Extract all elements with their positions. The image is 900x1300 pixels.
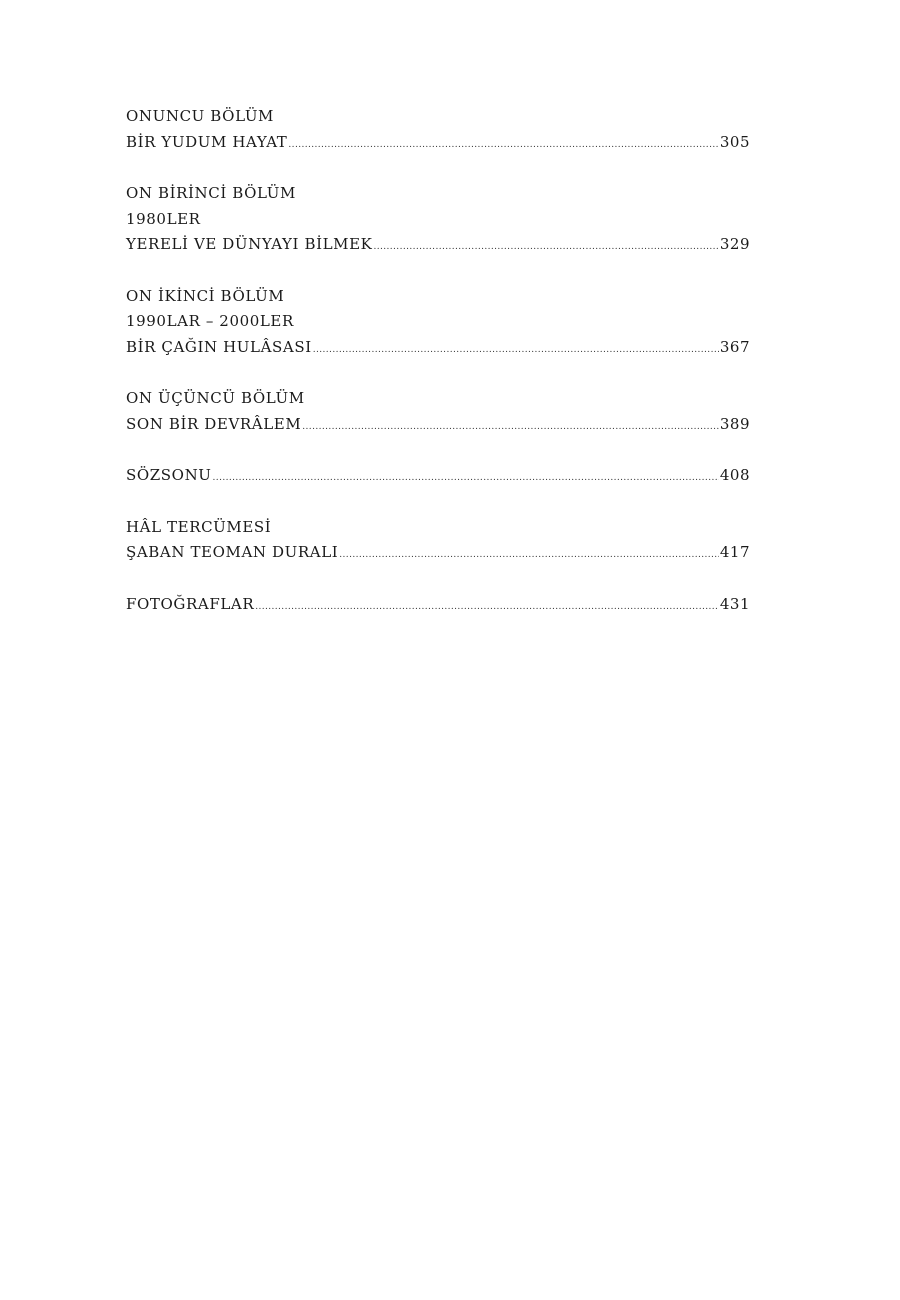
toc-entry[interactable] (126, 463, 750, 489)
toc-entry[interactable] (126, 540, 750, 566)
dot-leader (255, 595, 719, 621)
chapter-heading: ON BİRİNCİ BÖLÜM (126, 184, 296, 202)
toc-entry[interactable] (126, 130, 750, 156)
page-number: 431 (719, 594, 750, 613)
toc-section-chapter-13 (126, 386, 750, 437)
page-number: 408 (719, 466, 750, 484)
page-number: 329 (719, 235, 750, 253)
dot-leader (339, 543, 719, 569)
dot-leader (313, 338, 719, 364)
chapter-subtitle: 1990LAR – 2000LER (126, 312, 294, 330)
toc-section-chapter-11 (126, 181, 750, 258)
toc-entry[interactable] (126, 592, 750, 618)
dot-leader (302, 415, 719, 441)
toc-entry[interactable] (126, 232, 750, 258)
entry-title: SÖZSONU (126, 466, 212, 484)
chapter-heading: ON İKİNCİ BÖLÜM (126, 286, 285, 305)
chapter-heading: ON ÜÇÜNCÜ BÖLÜM (126, 389, 305, 407)
chapter-subtitle: 1980LER (126, 209, 201, 228)
dot-leader (373, 235, 718, 261)
page-number: 389 (719, 414, 750, 433)
entry-title: ŞABAN TEOMAN DURALI (126, 543, 339, 561)
entry-title: SON BİR DEVRÂLEM (126, 414, 302, 433)
entry-title: YERELİ VE DÜNYAYI BİLMEK (126, 235, 373, 253)
page-number: 367 (719, 337, 750, 356)
toc-section-afterword (126, 463, 750, 489)
entry-title: BİR ÇAĞIN HULÂSASI (126, 337, 312, 356)
toc-section-chapter-12 (126, 284, 750, 361)
toc-entry[interactable] (126, 335, 750, 361)
dot-leader (288, 133, 718, 159)
entry-title: FOTOĞRAFLAR (126, 594, 255, 613)
dot-leader (213, 466, 719, 492)
chapter-heading: HÂL TERCÜMESİ (126, 517, 272, 536)
toc-entry[interactable] (126, 412, 750, 438)
toc-section-photographs (126, 592, 750, 618)
toc-section-biography (126, 515, 750, 566)
chapter-heading: ONUNCU BÖLÜM (126, 107, 275, 125)
toc-section-chapter-10 (126, 104, 750, 155)
page-number: 417 (719, 543, 750, 561)
table-of-contents (126, 104, 750, 617)
page-number: 305 (719, 132, 750, 151)
entry-title: BİR YUDUM HAYAT (126, 132, 288, 151)
